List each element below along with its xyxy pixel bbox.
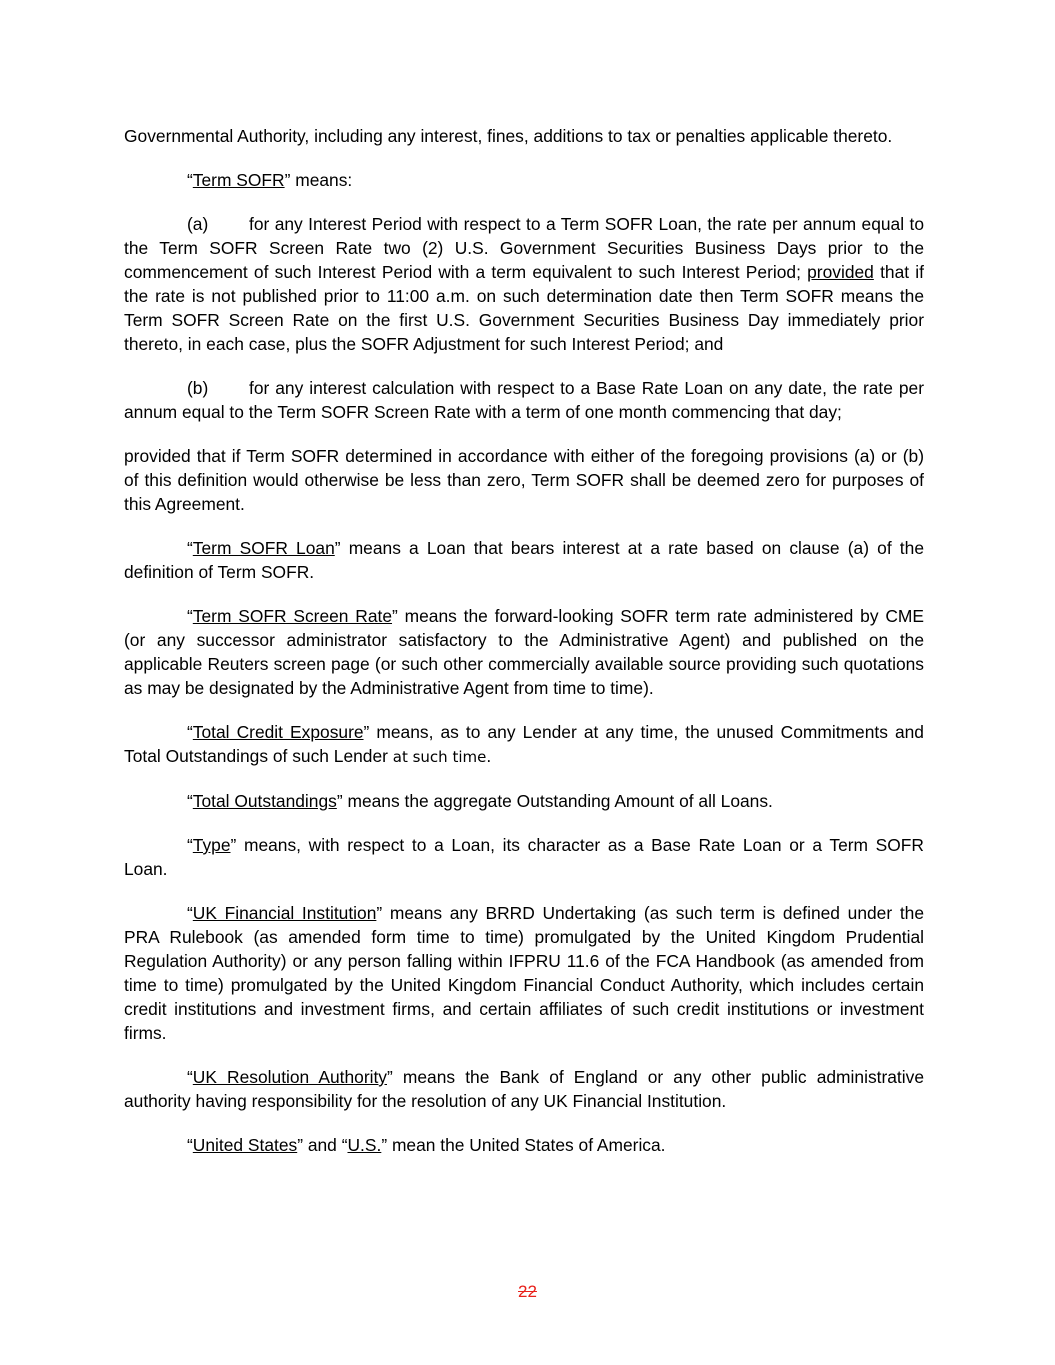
inserted-text: at such time xyxy=(392,748,487,766)
clause-label: (b) xyxy=(187,378,209,398)
definition-uk-financial-institution: “UK Financial Institution” means any BRRD Undertaking (as such term is defined under the PRA Rulebook (as amended form time to time) promulgated by the United Kingdom Prudential Regulation Authority) or any person falling within IFPRU 11.6 of the FCA Handbook (as amended from time to time) promulgated by the United Kingdom Financial Conduct Authority, which includes certain credit institutions and investment firms, and certain affiliates of such credit institutions or investment firms. xyxy=(124,903,924,1043)
clause-label: (a) xyxy=(187,214,209,234)
defined-term: Term SOFR Loan xyxy=(192,538,335,558)
clause-a: (a) for any Interest Period with respect to a Term SOFR Loan, the rate per annum equal to the Term SOFR Screen Rate two (2) U.S. Government Securities Business Days prior to the commencement of such Interest Period with a term equivalent to such Interest Period; provided that if the rate is not published prior to 11:00 a.m. on such determination date then Term SOFR means the Term SOFR Screen Rate on the first U.S. Government Securities Business Day immediately prior thereto, in each case, plus the SOFR Adjustment for such Interest Period; and xyxy=(124,214,924,354)
defined-term: Term SOFR xyxy=(192,170,285,190)
defined-term: Total Credit Exposure xyxy=(192,722,364,742)
page-number: 22 xyxy=(518,1282,537,1301)
definition-total-outstandings: “Total Outstandings” means the aggregate Outstanding Amount of all Loans. xyxy=(187,791,773,811)
defined-term: U.S. xyxy=(347,1135,382,1155)
document-body xyxy=(124,124,924,1177)
defined-term: Term SOFR Screen Rate xyxy=(192,606,393,626)
definition-type: “Type” means, with respect to a Loan, its character as a Base Rate Loan or a Term SOFR Loan. xyxy=(124,835,924,879)
provided-underlined: provided xyxy=(807,262,874,282)
defined-term: UK Resolution Authority xyxy=(192,1067,387,1087)
definition-term-sofr-loan: “Term SOFR Loan” means a Loan that bears interest at a rate based on clause (a) of the definition of Term SOFR. xyxy=(124,538,924,582)
defined-term: Total Outstandings xyxy=(192,791,337,811)
definition-uk-resolution-authority: “UK Resolution Authority” means the Bank of England or any other public administrative authority having responsibility for the resolution of any UK Financial Institution. xyxy=(124,1067,924,1111)
paragraph-continuation: Governmental Authority, including any interest, fines, additions to tax or penalties applicable thereto. xyxy=(124,126,893,146)
defined-term: UK Financial Institution xyxy=(192,903,377,923)
clause-b: (b) for any interest calculation with respect to a Base Rate Loan on any date, the rate per annum equal to the Term SOFR Screen Rate with a term of one month commencing that day; xyxy=(124,378,924,422)
definition-term-sofr: “Term SOFR” means: xyxy=(187,170,353,190)
proviso-paragraph: provided that if Term SOFR determined in accordance with either of the foregoing provisions (a) or (b) of this definition would otherwise be less than zero, Term SOFR shall be deemed zero for purposes of this Agreement. xyxy=(124,446,924,514)
definition-total-credit-exposure: “Total Credit Exposure” means, as to any Lender at any time, the unused Commitments and Total Outstandings of such Lender at such time. xyxy=(124,722,924,766)
defined-term: United States xyxy=(192,1135,298,1155)
definition-term-sofr-screen-rate: “Term SOFR Screen Rate” means the forward-looking SOFR term rate administered by CME (or any successor administrator satisfactory to the Administrative Agent) and published on the applicable Reuters screen page (or such other commercially available source providing such quotations as may be designated by the Administrative Agent from time to time). xyxy=(124,606,924,698)
defined-term: Type xyxy=(192,835,231,855)
definition-united-states: “United States” and “U.S.” mean the United States of America. xyxy=(187,1135,666,1155)
